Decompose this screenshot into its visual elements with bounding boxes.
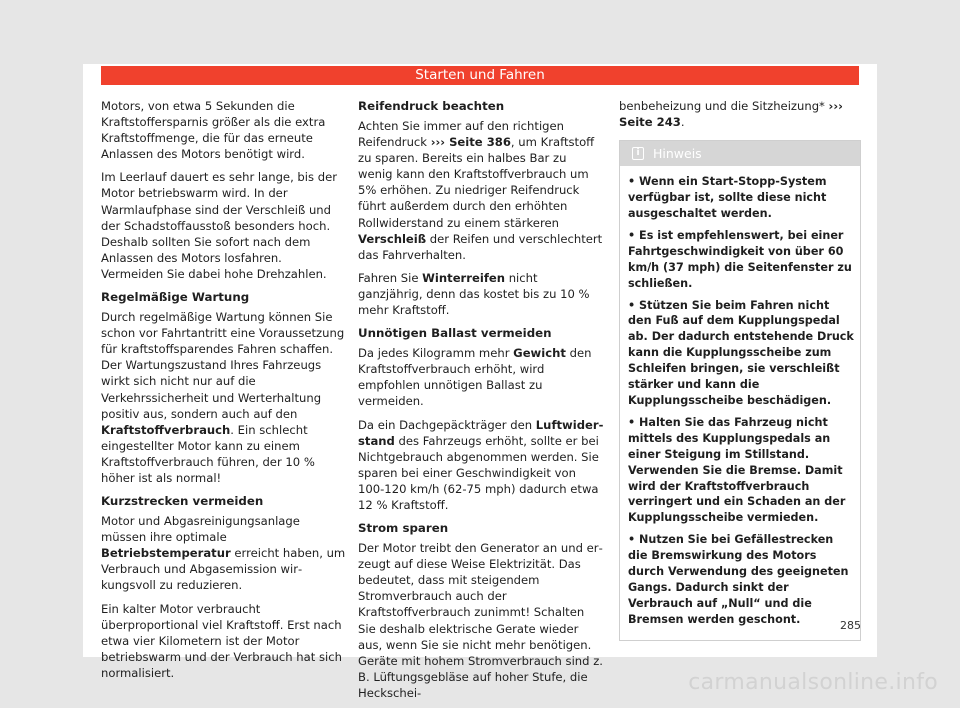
- hint-item: • Es ist empfehlenswert, bei einer Fahrtgeschwindigkeit von über 60 km/h (37 mph) die Seitenfenster zu schließen.: [628, 228, 852, 290]
- section-heading: Kurzstrecken vermeiden: [101, 494, 264, 509]
- section-heading: Strom sparen: [358, 521, 449, 536]
- paragraph: Motors, von etwa 5 Sekunden die Kraftstoffersparnis größer als die extra Kraftstoffmenge, die für das erneute Anlassen des Motors benötigt wird.: [101, 99, 326, 162]
- column-middle: [358, 98, 604, 708]
- paragraph: Im Leerlauf dauert es sehr lange, bis der Motor betriebswarm wird. In der Warmlaufphase sind der Verschleiß und der Schadstoffausstoß besonders hoch. Deshalb sollten Sie sofort nach dem Anlassen des Motors losfahren. Vermeiden Sie dabei hohe Drehzahlen.: [101, 170, 338, 281]
- section-heading: Reifendruck beachten: [358, 99, 505, 113]
- page-reference-link[interactable]: ››› Seite 386: [430, 135, 511, 150]
- paragraph: benbeheizung und die Sitzheizung* ››› Seite 243.: [619, 99, 843, 130]
- hint-item: • Nutzen Sie bei Gefällestrecken die Bremswirkung des Motors durch Verwendung des geeigneten Gangs. Dadurch sinkt der Verbrauch auf „Null“ und die Bremsen werden geschont.: [628, 533, 849, 626]
- paragraph: Da jedes Kilogramm mehr Gewicht den Kraftstoffverbrauch erhöht, wird empfohlen unnötigen Ballast zu vermeiden.: [358, 346, 592, 409]
- info-icon: i: [632, 147, 644, 160]
- paragraph: Der Motor treibt den Generator an und erzeugt auf diese Weise Elektrizität. Das bedeutet, dass mit steigendem Stromverbrauch auch der Kraftstoffverbrauch zunimmt! Schalten Sie deshalb elektrische Gerate wieder aus, wenn Sie sie nicht mehr benötigen. Geräte mit hohem Stromverbrauch sind z. B. Lüftungsgebläse auf hoher Stufe, die Heckschei-: [358, 541, 603, 700]
- paragraph: Achten Sie immer auf den richtigen Reifendruck ››› Seite 386, um Kraftstoff zu sparen. Bereits ein halbes Bar zu wenig kann den Kraftstoffverbrauch um 5% erhöhen. Zu niedriger Reifendruck führt außerdem durch den erhöhten Rollwiderstand zu einem stärkeren Verschleiß der Reifen und verschlechtert das Fahrverhalten.: [358, 119, 603, 262]
- paragraph: Fahren Sie Winterreifen nicht ganzjährig, denn das kostet bis zu 10 % mehr Kraftstoff.: [358, 270, 590, 318]
- paragraph: Durch regelmäßige Wartung können Sie schon vor Fahrtantritt eine Voraussetzung für kraftstoffsparendes Fahren schaffen. Der Wartungszustand Ihres Fahrzeugs wirkt sich nicht nur auf die Verkehrssicherheit und Werterhaltung positiv aus, sondern auch auf den Kraftstoffverbrauch. Ein schlecht eingestellter Motor kann zu einem Kraftstoffverbrauch führen, der 10 % höher ist als normal!: [101, 310, 345, 485]
- chapter-header: [101, 66, 859, 85]
- hint-item: • Wenn ein Start-Stopp-System verfügbar ist, sollte diese nicht ausgeschaltet werden.: [628, 175, 827, 220]
- paragraph: Motor und Abgasreinigungsanlage müssen ihre optimale Betriebstemperatur erreicht haben, um Verbrauch und Abgasemission wirkungsvoll zu reduzieren.: [101, 514, 346, 593]
- page-reference-link[interactable]: ››› Seite 243: [619, 99, 843, 130]
- hint-title: Hinweis: [653, 146, 702, 162]
- watermark-logo: carmanualsonline.info: [688, 670, 938, 695]
- hint-box-body: [620, 166, 860, 639]
- hint-box: [619, 140, 861, 640]
- hint-item: • Stützen Sie beim Fahren nicht den Fuß auf dem Kupplungspedal ab. Der dadurch entstehende Druck kann die Kupplungsscheibe zum Schleifen bringen, sie verschleißt stärker und kann die Kupplungsscheibe beschädigen.: [628, 298, 854, 407]
- paragraph: Da ein Dachgepäckträger den Luftwiderstand des Fahrzeugs erhöht, sollte er bei Nichtgebrauch abgenommen werden. Sie sparen bei einer Geschwindigkeit von 100-120 km/h (62-75 mph) dadurch etwa 12 % Kraftstoff.: [358, 417, 604, 512]
- section-heading: Unnötigen Ballast vermeiden: [358, 326, 552, 341]
- chapter-title: Starten und Fahren: [415, 67, 545, 83]
- page-number: 285: [840, 619, 861, 632]
- hint-item: • Halten Sie das Fahrzeug nicht mittels des Kupplungspedals an einer Steigung im Stillstand. Verwenden Sie die Bremse. Damit wird der Kraftstoffverbrauch verringert und ein Schaden an der Kupplungsscheibe vermieden.: [628, 415, 846, 525]
- column-left: [101, 98, 347, 688]
- column-right: [619, 98, 861, 641]
- section-heading: Regelmäßige Wartung: [101, 290, 250, 305]
- hint-box-header: [620, 141, 860, 166]
- paragraph: Ein kalter Motor verbraucht überproportional viel Kraftstoff. Erst nach etwa vier Kilometern ist der Motor betriebswarm und der Verbrauch hat sich normalisiert.: [101, 601, 342, 680]
